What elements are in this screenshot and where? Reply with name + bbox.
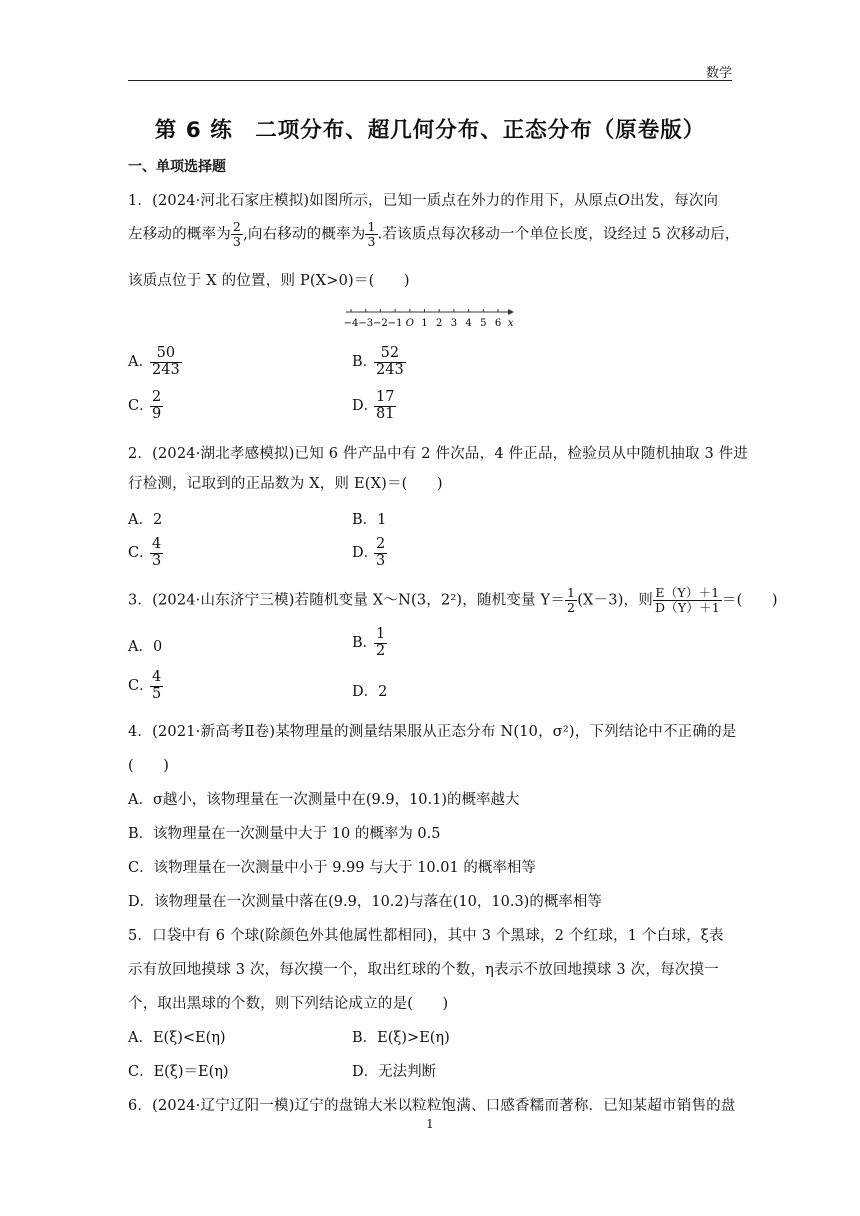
q3-option-b[interactable]: B． $\frac{1}{2}$ bbox=[352, 626, 386, 659]
q6-line1: 6．(2024·辽宁辽阳一模)辽宁的盘锦大米以粒粒饱满、口感香糯而著称．已知某超市销售的盘 bbox=[128, 1098, 736, 1114]
q2-line2: 行检测，记取到的正品数为 X，则 E(X)＝( ) bbox=[128, 476, 443, 492]
q4-line2: ( ) bbox=[128, 758, 170, 774]
section-heading: 一、单项选择题 bbox=[128, 159, 226, 175]
q4-option-d[interactable]: D．该物理量在一次测量中落在(9.9，10.2)与落在(10，10.3)的概率相等 bbox=[128, 894, 602, 910]
q2-line1: 2．(2024·湖北孝感模拟)已知 6 件产品中有 2 件次品，4 件正品，检验员从中随机抽取 3 件进 bbox=[128, 446, 749, 462]
number-line-axis-label: x bbox=[507, 318, 514, 329]
number-line-tick-label: −3 bbox=[358, 318, 374, 329]
q2-option-a[interactable]: A．2 bbox=[128, 512, 163, 528]
q1-option-d[interactable]: D． $\frac{17}{81}$ bbox=[352, 389, 395, 422]
header-rule bbox=[128, 80, 732, 81]
q3-ratio-fraction: $\frac{E(Y)+1}{D(Y)+1}$ bbox=[654, 585, 720, 615]
number-line-arrow bbox=[508, 309, 514, 315]
q3-half-fraction: $\frac{1}{2}$ bbox=[567, 585, 576, 615]
number-line-tick-label: −2 bbox=[373, 318, 388, 329]
page-number: 1 bbox=[426, 1117, 434, 1131]
q2-option-d[interactable]: D． $\frac{2}{3}$ bbox=[352, 536, 386, 569]
number-line-tick-label: 1 bbox=[421, 318, 428, 329]
q5-option-a[interactable]: A．E(ξ)<E(η) bbox=[128, 1030, 226, 1046]
q3-option-a[interactable]: A．0 bbox=[128, 639, 163, 655]
q4-option-c[interactable]: C．该物理量在一次测量中小于 9.99 与大于 10.01 的概率相等 bbox=[128, 860, 536, 876]
q4-line1: 4．(2021·新高考Ⅱ卷)某物理量的测量结果服从正态分布 N(10，σ²)，下列结论中不正确的是 bbox=[128, 724, 737, 740]
number-line-tick-label: 5 bbox=[480, 318, 487, 329]
q3-option-d[interactable]: D．2 bbox=[352, 684, 388, 700]
q5-line2: 示有放回地摸球 3 次，每次摸一个，取出红球的个数，η表示不放回地摸球 3 次，每次摸一 bbox=[128, 962, 719, 978]
page-title: 第 6 练 二项分布、超几何分布、正态分布（原卷版） bbox=[154, 118, 706, 143]
number-line-tick-label: 3 bbox=[450, 318, 458, 329]
q5-option-c[interactable]: C．E(ξ)＝E(η) bbox=[128, 1064, 229, 1080]
number-line-figure bbox=[344, 306, 520, 332]
q4-option-a[interactable]: A．σ越小，该物理量在一次测量中在(9.9，10.1)的概率越大 bbox=[128, 792, 520, 808]
q1-line1: 1．(2024·河北石家庄模拟)如图所示，已知一质点在外力的作用下，从原点O出发，每次向 bbox=[128, 193, 719, 209]
q2-option-b[interactable]: B．1 bbox=[352, 512, 387, 528]
q5-option-d[interactable]: D．无法判断 bbox=[352, 1064, 437, 1080]
q1-fraction-left: $\frac{2}{3}$ bbox=[232, 219, 242, 249]
number-line-tick-label: 6 bbox=[494, 318, 502, 329]
number-line-tick-label: 4 bbox=[465, 318, 472, 329]
q5-option-b[interactable]: B．E(ξ)>E(η) bbox=[352, 1030, 450, 1046]
subject-header: 数学 bbox=[705, 66, 732, 81]
number-line-tick-label: 2 bbox=[436, 318, 443, 329]
number-line-tick-label: O bbox=[405, 318, 414, 329]
q1-fraction-right: $\frac{1}{3}$ bbox=[367, 219, 376, 249]
q3-stem: 3．(2024·山东济宁三模)若随机变量 X～N(3，2²)，随机变量 Y＝ $\frac{1}{2}$ (X－3)，则 $\frac{E(Y)+1}{D(Y)+1}$ ＝( ) bbox=[128, 585, 778, 615]
number-line-tick-label: −1 bbox=[387, 318, 403, 329]
q5-line3: 个，取出黑球的个数，则下列结论成立的是( ) bbox=[128, 996, 449, 1012]
q3-option-c[interactable]: C． $\frac{4}{5}$ bbox=[128, 669, 162, 702]
q1-option-b[interactable]: B． $\frac{52}{243}$ bbox=[352, 345, 404, 378]
q5-line1: 5．口袋中有 6 个球(除颜色外其他属性都相同)，其中 3 个黑球，2 个红球，1 个白球，ξ表 bbox=[128, 928, 724, 944]
q1-line3: 该质点位于 X 的位置，则 P(X>0)＝( ) bbox=[128, 273, 410, 289]
q2-option-c[interactable]: C． $\frac{4}{3}$ bbox=[128, 536, 162, 569]
q4-option-b[interactable]: B．该物理量在一次测量中大于 10 的概率为 0.5 bbox=[128, 826, 441, 842]
number-line-tick-label: −4 bbox=[344, 318, 359, 329]
q1-line2: 左移动的概率为 $\frac{2}{3}$ ,向右移动的概率为 $\frac{1}{3}$ .若该质点每次移动一个单位长度，设经过 5 次移动后， bbox=[128, 219, 740, 249]
q1-option-c[interactable]: C． $\frac{2}{9}$ bbox=[128, 389, 162, 422]
q1-option-a[interactable]: A． $\frac{50}{243}$ bbox=[128, 345, 180, 378]
